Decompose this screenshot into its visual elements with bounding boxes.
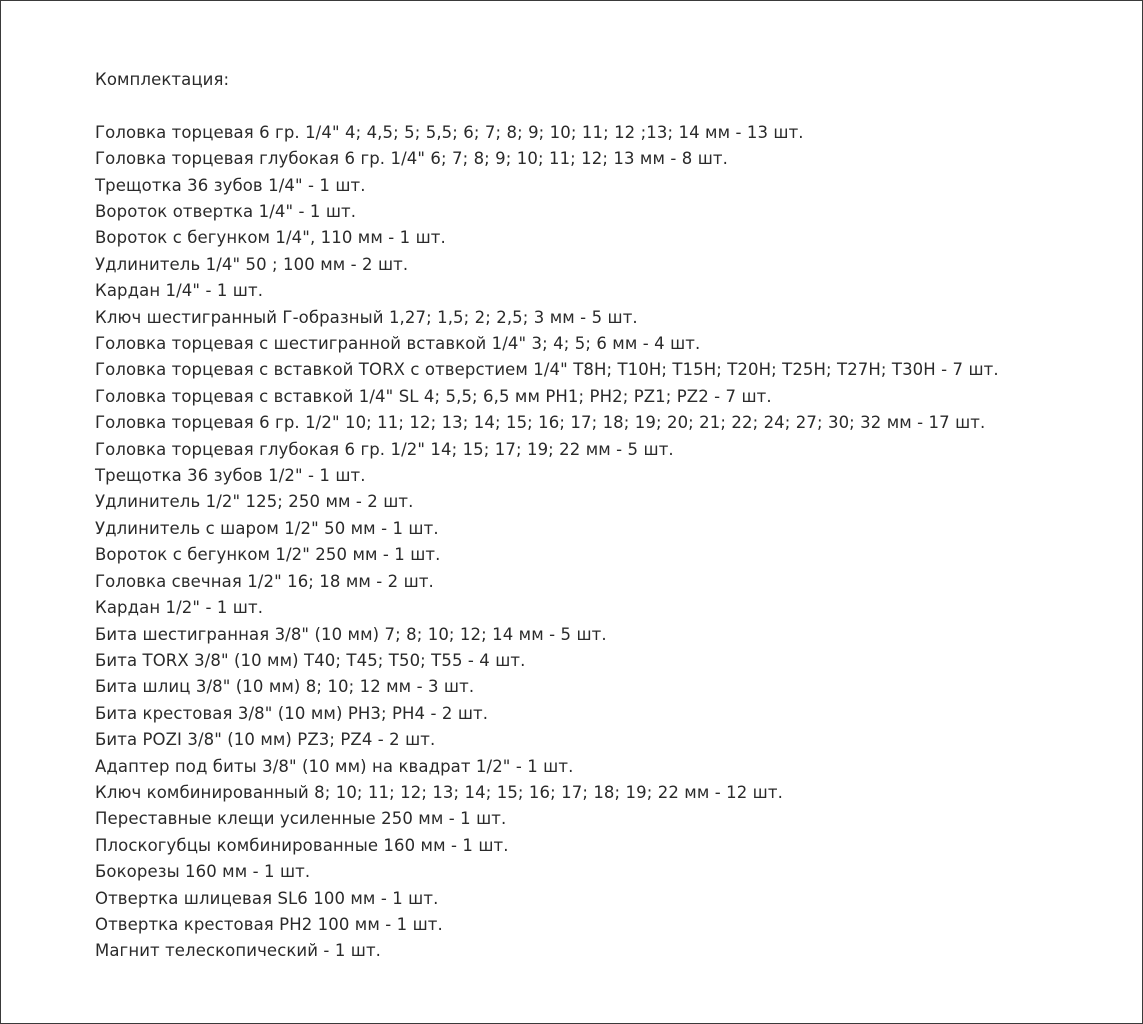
- list-item: Переставные клещи усиленные 250 мм - 1 шт.: [95, 809, 507, 829]
- list-item: Бита шестигранная 3/8" (10 мм) 7; 8; 10; 12; 14 мм - 5 шт.: [95, 624, 607, 644]
- list-item: Удлинитель 1/4" 50 ; 100 мм - 2 шт.: [95, 254, 409, 274]
- list-item: Головка торцевая с вставкой 1/4" SL 4; 5,5; 6,5 мм PH1; PH2; PZ1; PZ2 - 7 шт.: [95, 386, 772, 406]
- list-item: Удлинитель 1/2" 125; 250 мм - 2 шт.: [95, 492, 414, 512]
- list-item: Магнит телескопический - 1 шт.: [95, 941, 382, 961]
- list-item: Головка торцевая 6 гр. 1/4" 4; 4,5; 5; 5,5; 6; 7; 8; 9; 10; 11; 12 ;13; 14 мм - 13 шт.: [95, 122, 804, 142]
- list-item: Вороток с бегунком 1/2" 250 мм - 1 шт.: [95, 545, 441, 565]
- item-list: [95, 120, 1122, 965]
- list-item: Бита POZI 3/8" (10 мм) PZ3; PZ4 - 2 шт.: [95, 730, 436, 750]
- list-item: Удлинитель с шаром 1/2" 50 мм - 1 шт.: [95, 518, 439, 538]
- list-item: Трещотка 36 зубов 1/2" - 1 шт.: [95, 466, 366, 486]
- list-item: Бокорезы 160 мм - 1 шт.: [95, 862, 311, 882]
- list-item: Бита крестовая 3/8" (10 мм) PH3; PH4 - 2 шт.: [95, 703, 489, 723]
- list-item: Головка торцевая глубокая 6 гр. 1/2" 14; 15; 17; 19; 22 мм - 5 шт.: [95, 439, 674, 459]
- heading: Комплектация:: [95, 70, 230, 89]
- list-item: Вороток с бегунком 1/4", 110 мм - 1 шт.: [95, 228, 446, 248]
- document-content: [95, 67, 1122, 965]
- list-item: Вороток отвертка 1/4" - 1 шт.: [95, 202, 357, 222]
- list-item: Головка свечная 1/2" 16; 18 мм - 2 шт.: [95, 571, 434, 591]
- list-item: Бита TORX 3/8" (10 мм) T40; T45; T50; T55 - 4 шт.: [95, 650, 526, 670]
- list-item: Трещотка 36 зубов 1/4" - 1 шт.: [95, 175, 366, 195]
- list-item: Отвертка крестовая PH2 100 мм - 1 шт.: [95, 914, 443, 934]
- list-item: Кардан 1/4" - 1 шт.: [95, 281, 264, 301]
- list-item: Ключ шестигранный Г-образный 1,27; 1,5; 2; 2,5; 3 мм - 5 шт.: [95, 307, 638, 327]
- list-item: Плоскогубцы комбинированные 160 мм - 1 шт.: [95, 835, 509, 855]
- list-item: Головка торцевая с шестигранной вставкой 1/4" 3; 4; 5; 6 мм - 4 шт.: [95, 334, 701, 354]
- list-item: Кардан 1/2" - 1 шт.: [95, 598, 264, 618]
- list-item: Головка торцевая с вставкой TORX с отверстием 1/4" T8H; T10H; T15H; T20H; T25H; T27H; T30H - 7 шт.: [95, 360, 999, 380]
- list-item: Бита шлиц 3/8" (10 мм) 8; 10; 12 мм - 3 шт.: [95, 677, 475, 697]
- list-item: Головка торцевая глубокая 6 гр. 1/4" 6; 7; 8; 9; 10; 11; 12; 13 мм - 8 шт.: [95, 149, 728, 169]
- list-item: Ключ комбинированный 8; 10; 11; 12; 13; 14; 15; 16; 17; 18; 19; 22 мм - 12 шт.: [95, 782, 783, 802]
- list-item: Отвертка шлицевая SL6 100 мм - 1 шт.: [95, 888, 439, 908]
- list-item: Адаптер под биты 3/8" (10 мм) на квадрат 1/2" - 1 шт.: [95, 756, 574, 776]
- list-item: Головка торцевая 6 гр. 1/2" 10; 11; 12; 13; 14; 15; 16; 17; 18; 19; 20; 21; 22; 24; 27; 30; 32 мм - 17 шт.: [95, 413, 986, 433]
